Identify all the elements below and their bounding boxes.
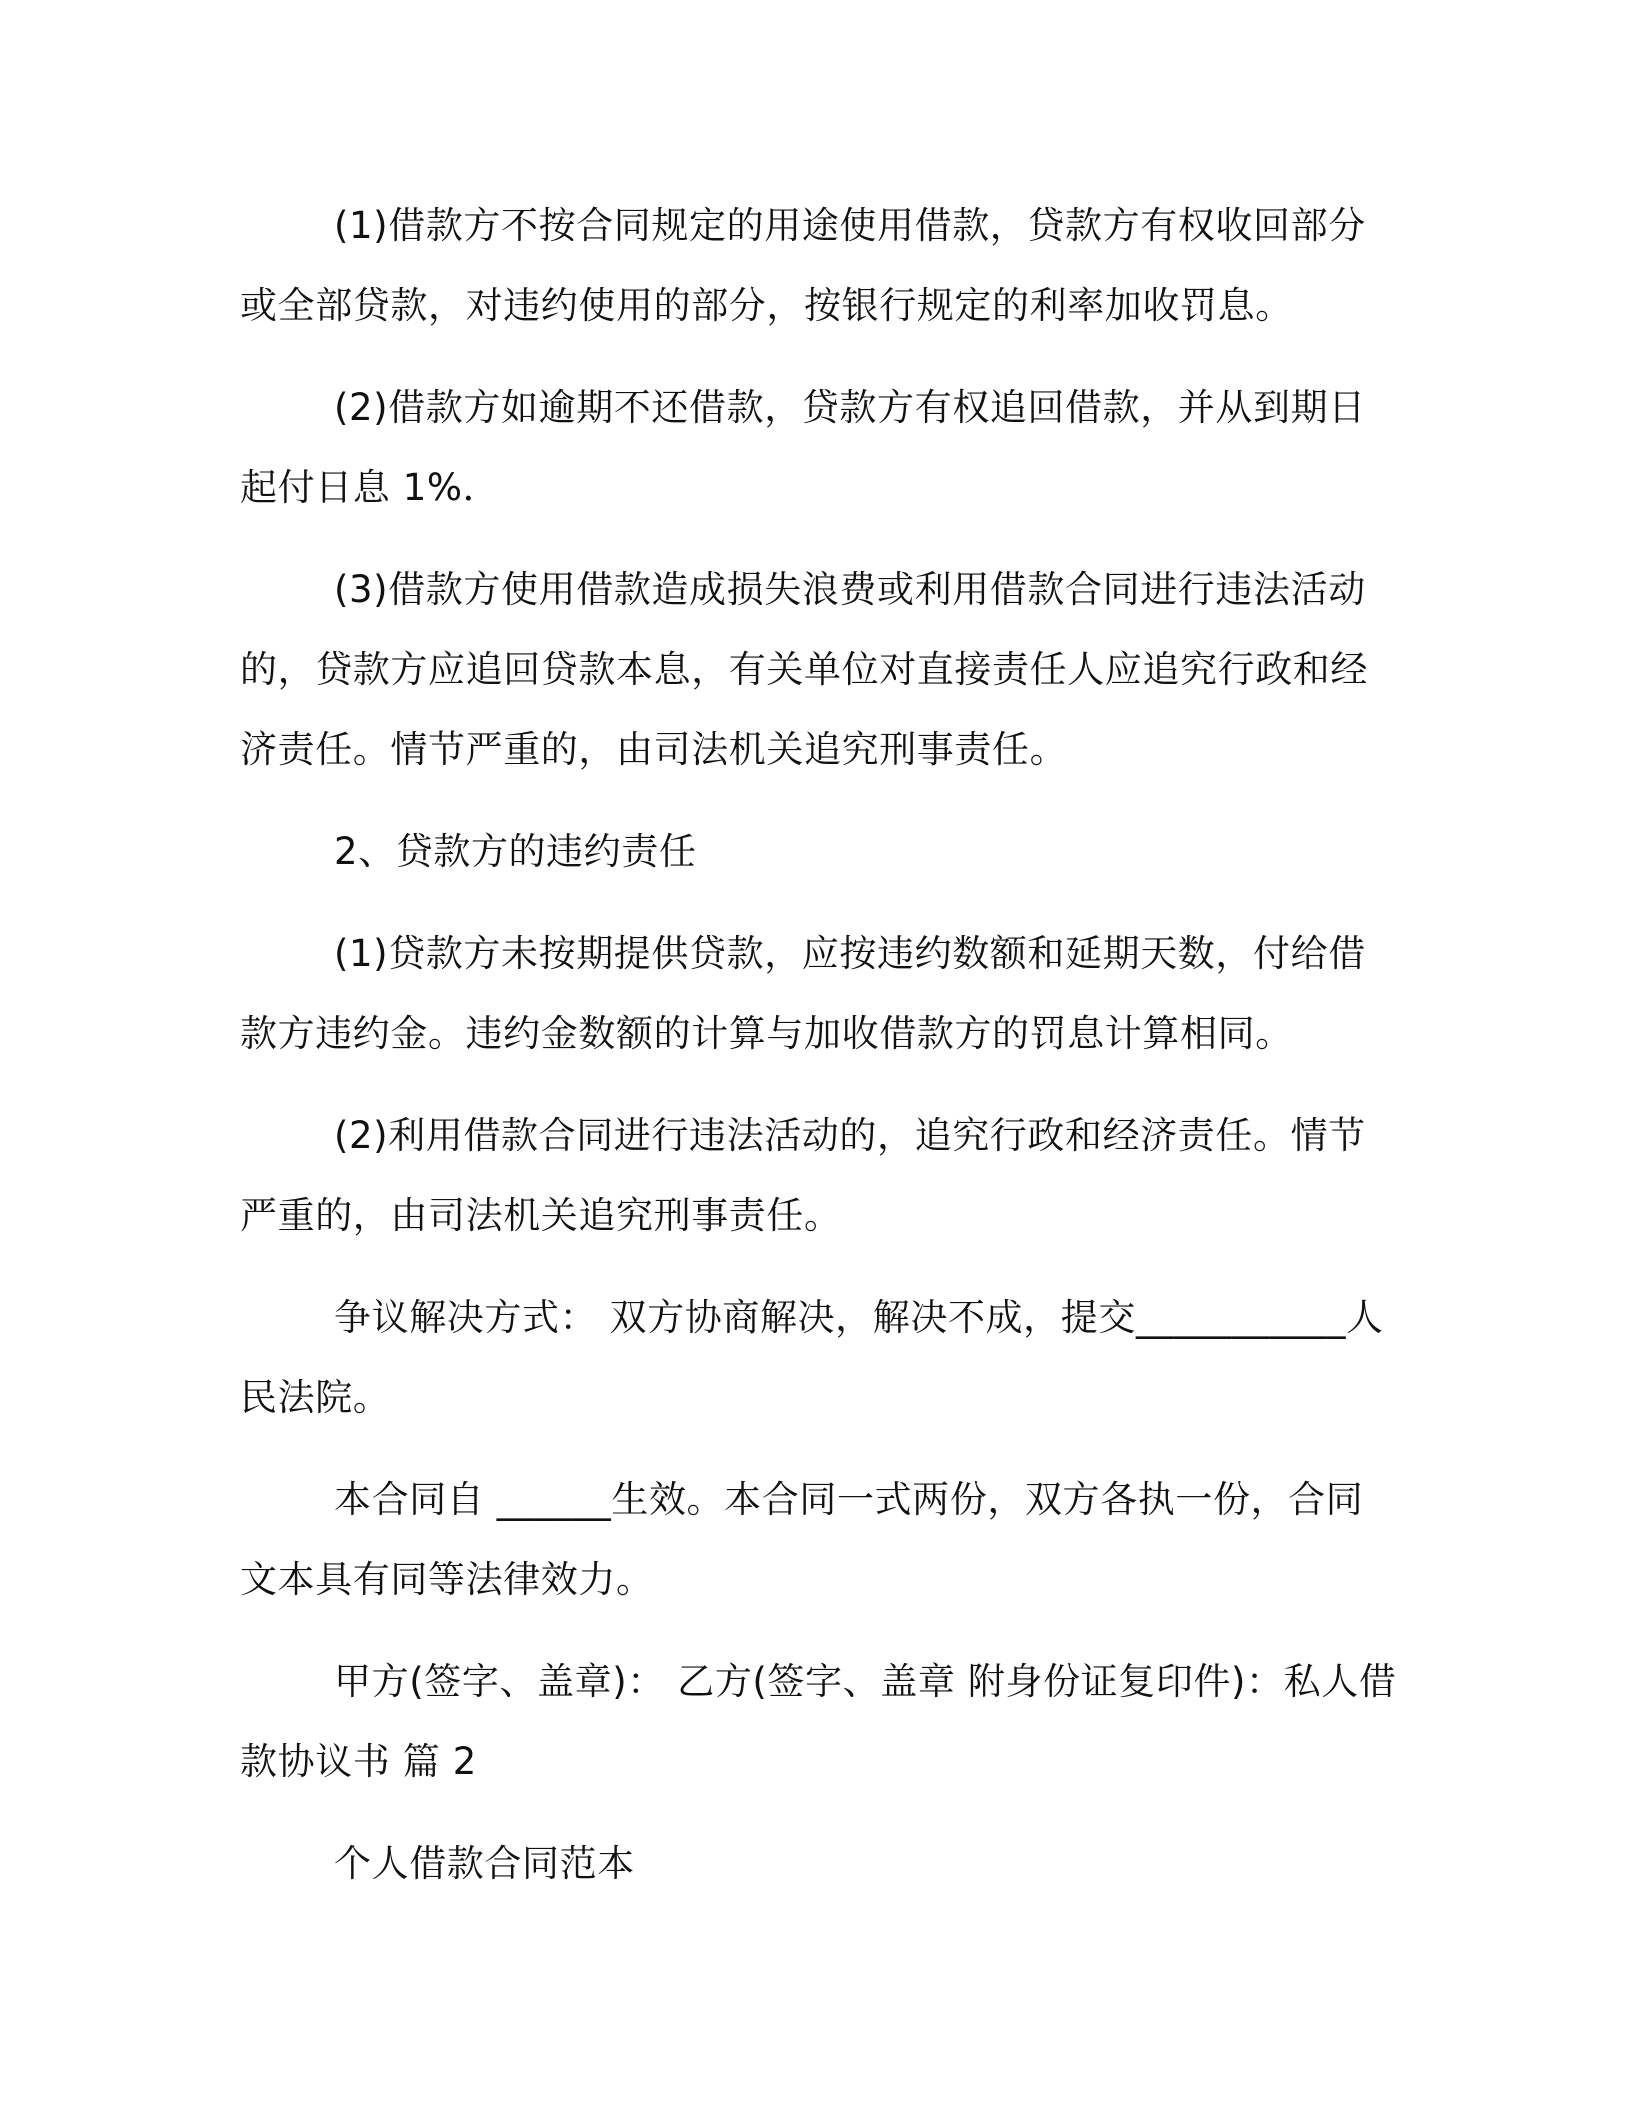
document-body bbox=[240, 186, 1400, 1926]
section-heading-lender-liability: 2、贷款方的违约责任 bbox=[334, 830, 697, 873]
paragraph-borrower-illegal-use: (3)借款方使用借款造成损失浪费或利用借款合同进行违法活动的，贷款方应追回贷款本息，有关单位对直接责任人应追究行政和经济责任。情节严重的，由司法机关追究刑事责任。 bbox=[240, 568, 1368, 771]
paragraph-borrower-misuse: (1)借款方不按合同规定的用途使用借款，贷款方有权收回部分或全部贷款，对违约使用的部分，按银行规定的利率加收罚息。 bbox=[240, 204, 1366, 327]
heading-personal-loan-template: 个人借款合同范本 bbox=[334, 1842, 635, 1885]
paragraph-dispute-resolution: 争议解决方式： 双方协商解决，解决不成，提交___________人民法院。 bbox=[240, 1296, 1384, 1419]
paragraph-lender-late-loan: (1)贷款方未按期提供贷款，应按违约数额和延期天数，付给借款方违约金。违约金数额的计算与加收借款方的罚息计算相同。 bbox=[240, 932, 1366, 1055]
paragraph-lender-illegal-use: (2)利用借款合同进行违法活动的，追究行政和经济责任。情节严重的，由司法机关追究刑事责任。 bbox=[240, 1114, 1366, 1237]
paragraph-signatures: 甲方(签字、盖章)： 乙方(签字、盖章 附身份证复印件)：私人借款协议书 篇 2 bbox=[240, 1660, 1397, 1783]
paragraph-effective-date: 本合同自 ______生效。本合同一式两份，双方各执一份，合同文本具有同等法律效力。 bbox=[240, 1478, 1364, 1601]
paragraph-borrower-overdue: (2)借款方如逾期不还借款，贷款方有权追回借款，并从到期日起付日息 1%． bbox=[240, 386, 1366, 509]
